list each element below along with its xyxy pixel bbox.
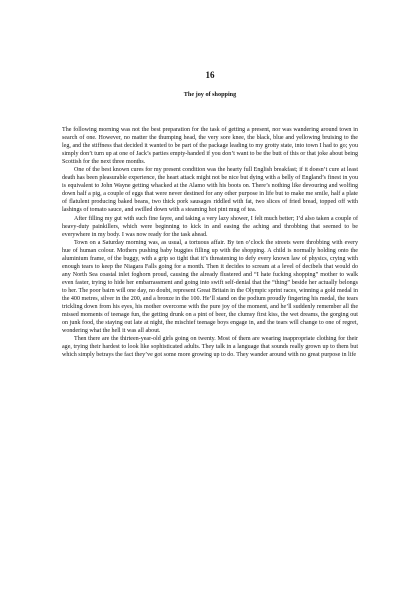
body-paragraph: After filling my gut with such fine fayre, and taking a very lazy shower, I felt much better; I’d also taken a couple of heavy-duty painkillers, which were beginning to kick in and easing the aching and throbbing that seemed to be everywhere in my body. I was now ready for the task ahead. <box>62 215 358 238</box>
chapter-title: The joy of shopping <box>183 91 237 98</box>
body-paragraph: Town on a Saturday morning was, as usual, a tortuous affair. By ten o’clock the streets were throbbing with every hue of human colour. Mothers pushing baby buggies filling up with the shopping. A child is normally holding onto the aluminium frame, of the buggy, with a grip so tight that it’s threatening to defy every known law of physics, crying with enough tears to keep the Niagara Falls going for a month. Then it decides to scream at a level of decibels that would do any North Sea coastal inlet foghorn proud, causing the already flustered and “I hate fucking shopping” mother to walk even faster, trying to hide her embarrassment and going into swift self-denial that the “thing” beside her actually belongs to her. The poor bairn will one day, no doubt, represent Great Britain in the Olympic sprint races, winning a gold medal in the 400 metres, silver in the 200, and a bronze in the 100. He’ll stand on the podium proudly fingering his medal, the tears trickling down from his eyes, his mother overcome with the pure joy of the moment, and he’ll suddenly remember all the missed moments of teenage fun, the getting drunk on a pint of beer, the clumsy first kiss, the wet dreams, the gorging out on junk food, the staying out late at night, the mischief teenage boys engage in, and the tears will change to one of regret, wondering what the hell it was all about. <box>62 239 358 335</box>
body-paragraph: The following morning was not the best preparation for the task of getting a present, nor was wandering around town in search of one. However, no matter the thumping head, the very sore knee, the black, blue and yellowing bruising to the leg, and the stiffness that decided it wanted to be part of the package leading to my grotty state, into town I had to go; you simply don’t turn up at one of Jack’s parties empty-handed if you don’t want to be the butt of this or that joke about being Scottish for the next three months. <box>62 127 358 166</box>
body-paragraph: One of the best known cures for my present condition was the hearty full English breakfast; if it doesn’t cure at least death has been pleasurable experience, the heart attack might not be nice but dying with a belly of England’s finest in you is equivalent to John Wayne getting whacked at the Alamo with his boots on. There’s nothing like devouring and wolfing down half a pig, a couple of eggs that were never destined for any other purpose in life but to make me smile, half a plate of flatulent producing baked beans, two thick pork sausages riddled with fat, two slices of fried bread, topped off with lashings of tomato sauce, and swilled down with a steaming hot pint mug of tea. <box>62 167 358 214</box>
book-page <box>62 70 358 359</box>
body-paragraph: Then there are the thirteen-year-old girls going on twenty. Most of them are wearing inappropriate clothing for their age, trying their hardest to look like sophisticated adults. They talk in a language that sounds really grown up to them but which simply betrays the fact they’ve got some more growing up to do. They wander around with no great purpose in life <box>62 336 358 359</box>
chapter-number: 16 <box>205 70 215 80</box>
